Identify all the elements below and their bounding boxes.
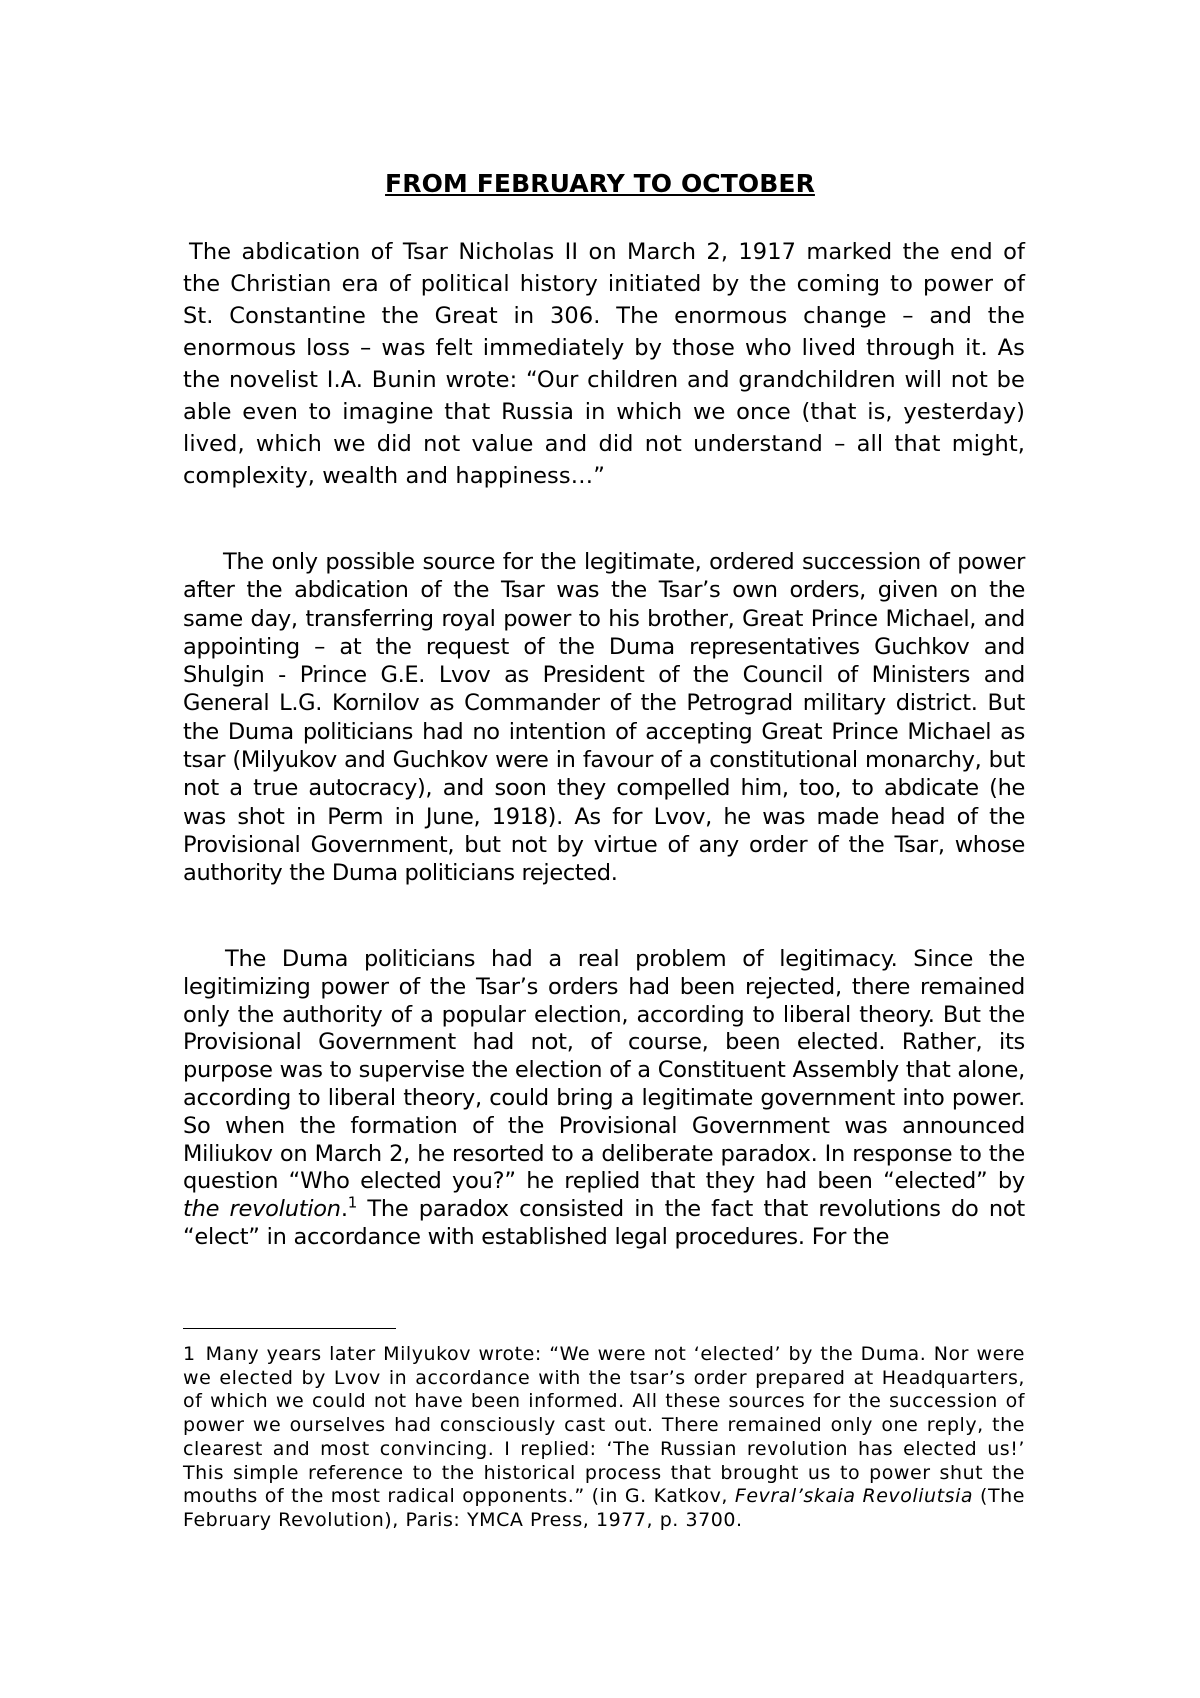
paragraph-3-text-before: The Duma politicians had a real problem of legitimacy. Since the legitimizing power of the Tsar’s orders had been rejected, there remained only the authority of a popular election, according to liberal theory. But the Provisional Government had not, of course, been elected. Rather, its purpose was to supervise the election of a Constituent Assembly that alone, according to liberal theory, could bring a legitimate government into power. So when the formation of the Provisional Government was announced Miliukov on March 2, he resorted to a deliberate paradox. In response to the question “Who elected you?” he replied that they had been “elected” by	[183, 946, 1025, 1195]
paragraph-1: The abdication of Tsar Nicholas II on March 2, 1917 marked the end of the Christian era of political history initiated by the coming to power of St. Constantine the Great in 306. The enormous change – and the enormous loss – was felt immediately by those who lived through it. As the novelist I.A. Bunin wrote: “Our children and grandchildren will not be able even to imagine that Russia in which we once (that is, yesterday) lived, which we did not value and did not understand – all that might, complexity, wealth and happiness…”	[183, 239, 1025, 489]
paragraph-3-italic: the revolution	[183, 1196, 341, 1223]
paragraph-3	[183, 946, 1025, 1252]
footnote-italic-title: Fevral’skaia Revoliutsia	[734, 1485, 974, 1508]
paragraph-3-text-after: The paradox consisted in the fact that revolutions do not “elect” in accordance with established legal procedures. For the	[183, 1196, 1025, 1250]
footnote-text-before: Many years later Milyukov wrote: “We were not ‘elected’ by the Duma. Nor were we elected by Lvov in accordance with the tsar’s order prepared at Headquarters, of which we could not have been informed. All these sources for the succession of power we ourselves had consciously cast out. There remained only one reply, the clearest and most convincing. I replied: ‘The Russian revolution has elected us!’ This simple reference to the historical process that brought us to power shut the mouths of the most radical opponents.” (in G. Katkov,	[183, 1343, 1025, 1508]
footnote-number: 1	[183, 1343, 196, 1365]
footnote-separator	[183, 1328, 396, 1329]
footnote	[183, 1343, 1025, 1533]
paragraph-2: The only possible source for the legitimate, ordered succession of power after the abdication of the Tsar was the Tsar’s own orders, given on the same day, transferring royal power to his brother, Great Prince Michael, and appointing – at the request of the Duma representatives Guchkov and Shulgin - Prince G.E. Lvov as President of the Council of Ministers and General L.G. Kornilov as Commander of the Petrograd military district. But the Duma politicians had no intention of accepting Great Prince Michael as tsar (Milyukov and Guchkov were in favour of a constitutional monarchy, but not a true autocracy), and soon they compelled him, too, to abdicate (he was shot in Perm in June, 1918). As for Lvov, he was made head of the Provisional Government, but not by virtue of any order of the Tsar, whose authority the Duma politicians rejected.	[183, 549, 1025, 887]
page-title: FROM FEBRUARY TO OCTOBER	[385, 169, 815, 198]
footnote-reference[interactable]: 1	[347, 1193, 358, 1212]
footnote-text-after: (The February Revolution), Paris: YMCA Press, 1977, p. 3700.	[183, 1485, 1025, 1531]
paragraph-3-period: .	[340, 1196, 348, 1223]
